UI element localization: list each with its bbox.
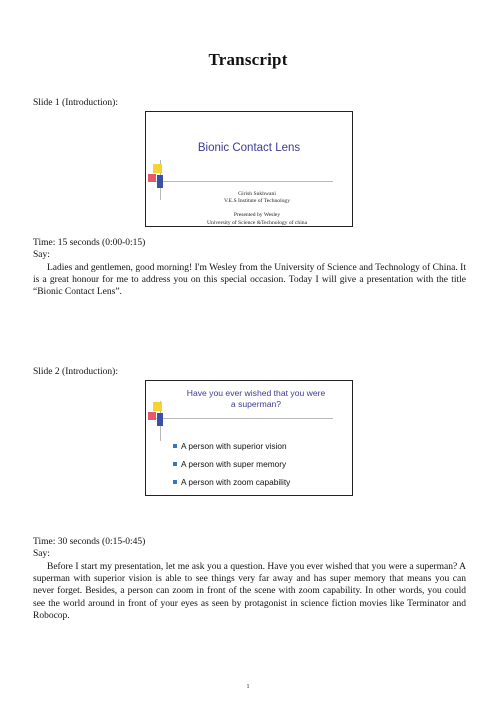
page-number: 1 <box>246 684 250 690</box>
presented-by: Presented by Wesley <box>233 212 281 219</box>
slide-title-line-1: Have you ever wished that you were <box>186 388 326 398</box>
slide-2-paragraph: Before I start my presentation, let me ask you a question. Have you ever wished that you were a superman? A superman with superior vision is able to see things very far away and has super memory that means you can never forget. Besides, a person can zoom in front of the scene with zoom capability. In other words, you could see the world around in front of your eyes as seen by protagonist in science fiction movies like Terminator and Robocop. <box>33 562 466 621</box>
university: University of Science &Technology of china <box>206 219 308 226</box>
slide-2-thumbnail <box>145 380 353 496</box>
square-bullet-icon <box>173 444 177 448</box>
page-title: Transcript <box>208 50 288 69</box>
square-bullet-icon <box>173 462 177 466</box>
slide-subtitle-lines <box>162 191 352 227</box>
square-bullet-icon <box>173 480 177 484</box>
slide-2-heading: Slide 2 (Introduction): <box>33 367 118 377</box>
slide-1-say: Say: <box>33 250 50 260</box>
slide-title: Bionic Contact Lens <box>197 142 301 154</box>
institute: V.E.S Institute of Technology <box>223 198 291 205</box>
slide-2-time: Time: 30 seconds (0:15-0:45) <box>33 537 146 547</box>
slide-1-time: Time: 15 seconds (0:00-0:15) <box>33 238 146 248</box>
list-item: A person with super memory <box>173 459 290 469</box>
slide-1-heading: Slide 1 (Introduction): <box>33 98 118 108</box>
slide-1-paragraph: Ladies and gentlemen, good morning! I'm Wesley from the University of Science and Technology of China. It is a great honour for me to address you on this special occasion. Today I will give a presentation with the title “Bionic Contact Lens”. <box>33 263 466 298</box>
list-item: A person with zoom capability <box>173 477 290 487</box>
presenter-original: Girish Sukhwani <box>238 191 276 197</box>
list-item: A person with superior vision <box>173 441 290 451</box>
slide-bullet-list <box>173 441 290 496</box>
slide-1-thumbnail <box>145 111 353 227</box>
slide-title-line-2: a superman? <box>230 398 282 409</box>
slide-2-say: Say: <box>33 549 50 559</box>
